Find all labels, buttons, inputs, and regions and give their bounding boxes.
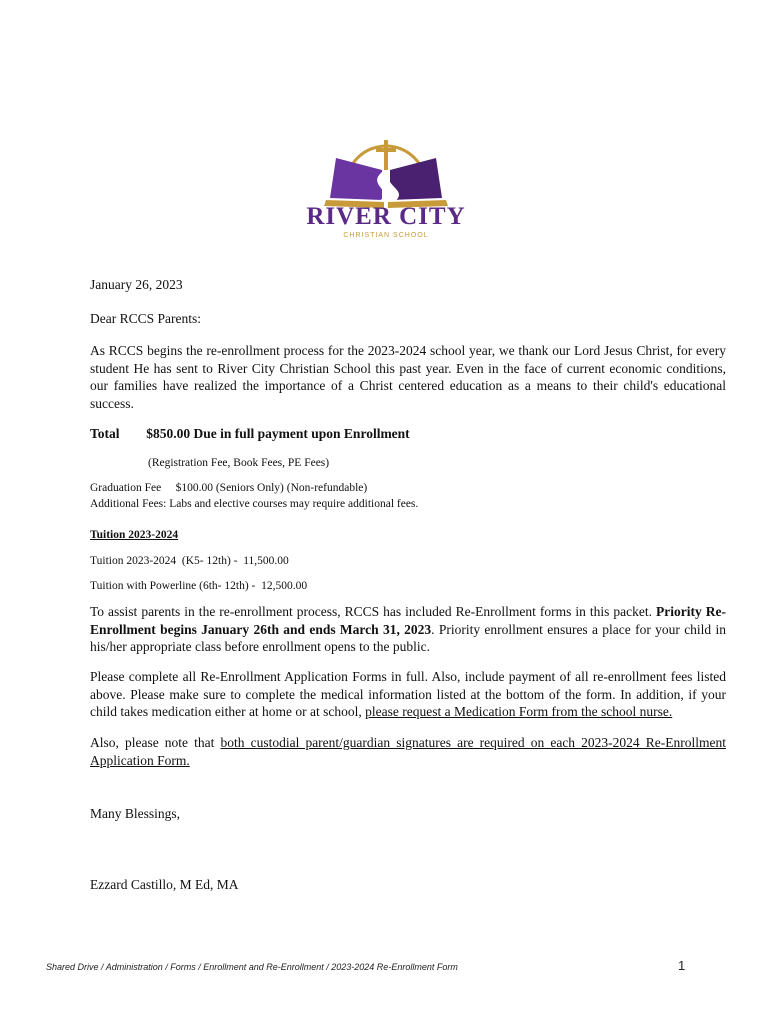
footer-path: Shared Drive / Administration / Forms / Enrollment and Re-Enrollment / 2023-2024 Re-Enrollment Form: [46, 962, 458, 972]
total-amount: $850.00 Due in full payment upon Enrollment: [146, 426, 410, 441]
letter-salutation: Dear RCCS Parents:: [90, 311, 201, 326]
graduation-fee-line: Graduation Fee $100.00 (Seniors Only) (Non-refundable): [90, 482, 368, 494]
school-subtitle-logo: CHRISTIAN SCHOOL: [343, 232, 429, 239]
medication-form-request: please request a Medication Form from the school nurse.: [365, 704, 673, 719]
tuition-line-powerline: Tuition with Powerline (6th- 12th) - 12,500.00: [90, 580, 308, 592]
page-number: 1: [678, 958, 686, 973]
assist-paragraph: [90, 603, 726, 656]
tuition-line-k5-12: Tuition 2023-2024 (K5- 12th) - 11,500.00: [90, 555, 289, 567]
signatures-required-note: both custodial parent/guardian signatures are required on each 2023-2024 Re-Enrollment Application Form.: [90, 735, 726, 768]
tuition-heading: Tuition 2023-2024: [90, 529, 179, 541]
signature-note-paragraph: [90, 734, 726, 769]
additional-fees-line: Additional Fees: Labs and elective courses may require additional fees.: [90, 498, 419, 510]
priority-dates: Priority Re-Enrollment begins January 26th and ends March 31, 2023: [90, 604, 727, 637]
intro-paragraph: As RCCS begins the re-enrollment process for the 2023-2024 school year, we thank our Lord Jesus Christ, for every student He has sent to River City Christian School this past year. Even in the face of current economic conditions, our families have realized the importance of a Christ centered education as a means to their child's educational success.: [90, 343, 726, 411]
assist-text-2: . Priority enrollment ensures a place for your child in his/her appropriate class before enrollment opens to the public.: [90, 621, 726, 654]
letter-date: January 26, 2023: [90, 277, 183, 292]
complete-forms-paragraph: [90, 668, 726, 721]
assist-text-1: To assist parents in the re-enrollment process, RCCS has included Re-Enrollment forms in this packet.: [90, 604, 657, 619]
school-name-logo: RIVER CITY: [306, 203, 466, 230]
signature-name: Ezzard Castillo, M Ed, MA: [90, 877, 239, 892]
note-text: Also, please note that: [90, 735, 221, 750]
fees-note: (Registration Fee, Book Fees, PE Fees): [148, 457, 330, 469]
total-line: [90, 425, 726, 443]
complete-text: Please complete all Re-Enrollment Application Forms in full. Also, include payment of all re-enrollment fees listed above. Please make sure to complete the medical information listed at the bottom of the form. In addition, if your child takes medication either at home or at school,: [90, 669, 726, 719]
closing: Many Blessings,: [90, 806, 181, 821]
total-label: Total: [90, 426, 120, 441]
